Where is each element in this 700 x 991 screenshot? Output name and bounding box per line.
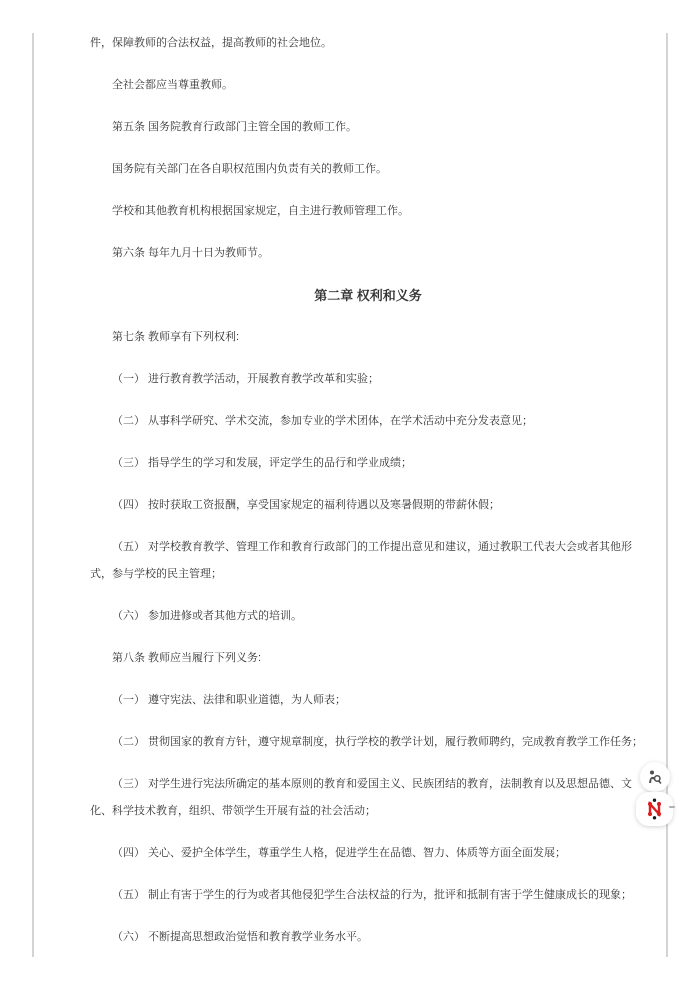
paragraph: 第七条 教师享有下列权利: <box>112 331 240 343</box>
paragraph: （五） 对学校教育教学、管理工作和教育行政部门的工作提出意见和建议，通过教职工代表大会或者其他形式，参与学校的民主管理； <box>90 541 633 580</box>
paragraph: （四） 关心、爱护全体学生，尊重学生人格，促进学生在品德、智力、体质等方面全面发展； <box>112 847 567 859</box>
network-graph-button[interactable] <box>636 792 673 826</box>
paragraph: （一） 遵守宪法、法律和职业道德，为人师表； <box>112 694 347 706</box>
chapter-heading: 第二章 权利和义务 <box>314 288 422 303</box>
paragraph: 第八条 教师应当履行下列义务: <box>112 652 262 664</box>
person-search-button[interactable] <box>640 762 670 792</box>
paragraph: （二） 从事科学研究、学术交流，参加专业的学术团体，在学术活动中充分发表意见； <box>112 415 534 427</box>
document-page <box>32 33 668 957</box>
paragraph: （三） 对学生进行宪法所确定的基本原则的教育和爱国主义、民族团结的教育，法制教育以及思想品德、文化、科学技术教育，组织、带领学生开展有益的社会活动； <box>90 778 633 817</box>
paragraph: 学校和其他教育机构根据国家规定，自主进行教师管理工作。 <box>112 205 409 217</box>
paragraph: （二） 贯彻国家的教育方针，遵守规章制度，执行学校的教学计划，履行教师聘约，完成教育教学工作任务； <box>112 736 644 748</box>
paragraph: （一） 进行教育教学活动，开展教育教学改革和实验； <box>112 373 380 385</box>
paragraph: 国务院有关部门在各自职权范围内负责有关的教师工作。 <box>112 163 387 175</box>
paragraph: （六） 参加进修或者其他方式的培训。 <box>112 610 303 622</box>
paragraph: 第六条 每年九月十日为教师节。 <box>112 247 270 259</box>
widget-handle[interactable] <box>669 806 675 808</box>
network-graph-icon <box>645 798 665 820</box>
paragraph: （三） 指导学生的学习和发展，评定学生的品行和学业成绩； <box>112 457 413 469</box>
person-search-icon <box>646 768 664 786</box>
paragraph: 全社会都应当尊重教师。 <box>112 79 233 91</box>
paragraph: 件，保障教师的合法权益，提高教师的社会地位。 <box>90 37 332 49</box>
paragraph: 第五条 国务院教育行政部门主管全国的教师工作。 <box>112 121 358 133</box>
paragraph: （六） 不断提高思想政治觉悟和教育教学业务水平。 <box>112 931 369 943</box>
paragraph: （四） 按时获取工资报酬，享受国家规定的福利待遇以及寒暑假期的带薪休假； <box>112 499 501 511</box>
paragraph: （五） 制止有害于学生的行为或者其他侵犯学生合法权益的行为，批评和抵制有害于学生健康成长的现象； <box>112 889 633 901</box>
